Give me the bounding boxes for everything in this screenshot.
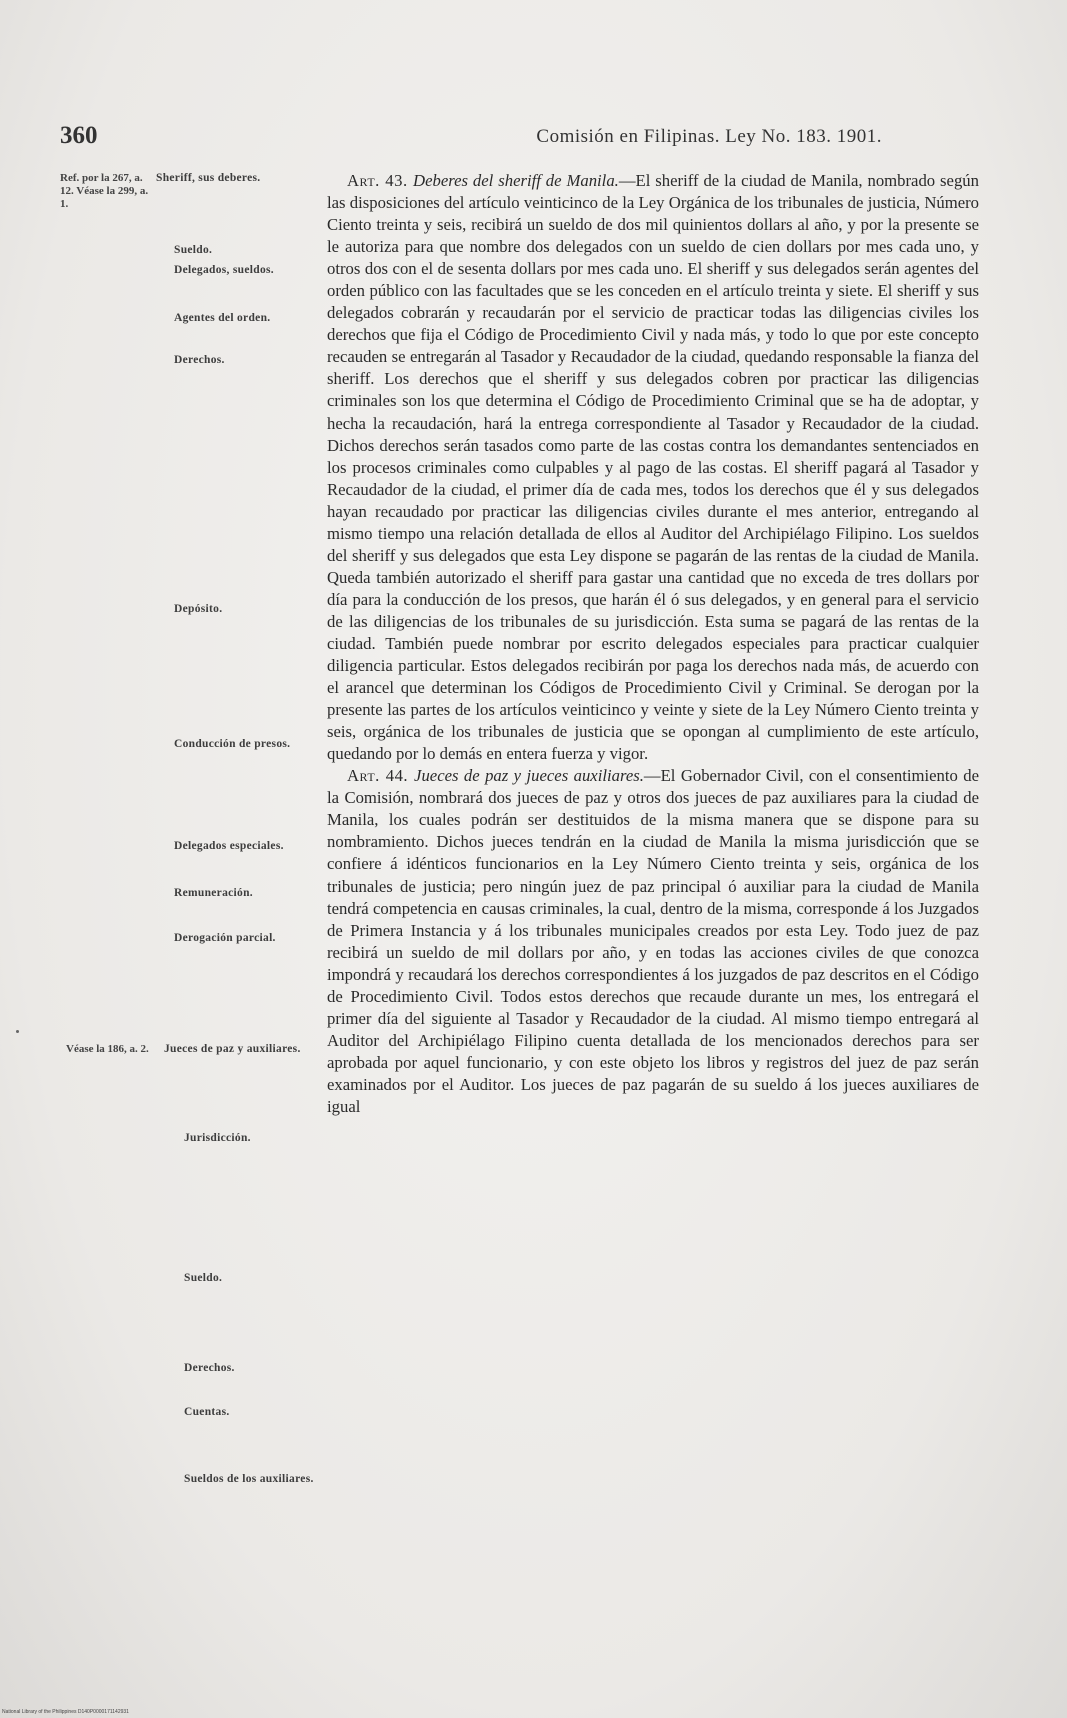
margin-note: Derechos. [174, 354, 225, 366]
margin-note: Delegados especiales. [174, 840, 284, 852]
scan-speck [16, 1030, 19, 1033]
margin-note: Cuentas. [184, 1406, 230, 1418]
article-title: Deberes del sheriff de Manila. [413, 171, 619, 190]
article-label: Art. 43. [347, 171, 414, 190]
article-text: —El Gobernador Civil, con el consentimiento de la Comisión, nombrará dos jueces de paz y otros dos jueces de paz auxiliares para la ciudad de Manila, los cuales podrán ser destituidos de la misma manera que se dispone para su nombramiento. Dichos jueces tendrán en la ciudad de Manila la misma jurisdicción que se confiere á idénticos funcionarios en la Ley Número Ciento treinta y seis, orgánica de los tribunales de justicia; pero ningún juez de paz principal ó auxiliar para la ciudad de Manila tendrá competencia en causas criminales, la cual, dentro de la misma, corresponde á los Juzgados de Primera Instancia y á los tribunales municipales creados por esta Ley. Todo juez de paz recibirá un sueldo de mil dollars por año, y en todas las acciones civiles de que conozca impondrá y recaudará los derechos correspondientes á los juzgados de paz descritos en el Código de Procedimiento Civil. Todos estos derechos que recaude durante un mes, los entregará el primer día del siguiente al Tasador y Recaudador de la ciudad. Al mismo tiempo entregará al Auditor del Archipiélago Filipino cuenta detallada de los mencionados derechos para ser aprobada por aquel funcionario, y con este objeto los libros y registros del juez de paz serán examinados por el Auditor. Los jueces de paz pagarán de su sueldo á los jueces auxiliares de igual [327, 766, 979, 1116]
article-43 [327, 170, 979, 765]
margin-note: Conducción de presos. [174, 738, 291, 750]
article-text: —El sheriff de la ciudad de Manila, nombrado según las disposiciones del artículo veinticinco de la Ley Orgánica de los tribunales de justicia, Número Ciento treinta y seis, recibirá un sueldo de dos mil quinientos dollars al año, y por la presente se le autoriza para que nombre dos delegados con un sueldo de cien dollars por mes cada uno, y otros dos con el de sesenta dollars por mes cada uno. El sheriff y sus delegados serán agentes del orden público con las facultades que se les conceden en el artículo treinta y siete. El sheriff y sus delegados cobrarán y recaudarán por el servicio de practicar todas las diligencias civiles los derechos que fija el Código de Procedimiento Civil y nada más, y todo lo que por este concepto recauden se entregarán al Tasador y Recaudador de la ciudad, quedando responsable la fianza del sheriff. Los derechos que el sheriff y sus delegados cobren por practicar las diligencias criminales son los que determina el Código de Procedimiento Criminal que se ha de adoptar, y hecha la recaudación, hará la entrega correspondiente al Tasador y Recaudador de la ciudad. Dichos derechos serán tasados como parte de las costas contra los demandantes sentenciados en los procesos criminales como culpables y al pago de las costas. El sheriff pagará al Tasador y Recaudador de la ciudad, el primer día de cada mes, todos los derechos que él y sus delegados hayan recaudado por practicar las diligencias civiles durante el mes anterior, entregando al mismo tiempo una relación detallada de ellos al Auditor del Archipiélago Filipino. Los sueldos del sheriff y sus delegados que esta Ley dispone se pagarán de las rentas de la ciudad de Manila. Queda también autorizado el sheriff para gastar una cantidad que no exceda de tres dollars por día para la conducción de los presos, que harán él ó sus delegados, y en general para el servicio de las diligencias de los tribunales de su jurisdicción. Esta suma se pagará de las rentas de la ciudad. También puede nombrar por escrito delegados especiales para practicar cualquier diligencia particular. Estos delegados recibirán por paga los derechos nada más, de acuerdo con el arancel que determinan los Códigos de Procedimiento Civil y Criminal. Se derogan por la presente las partes de los artículos veinticinco y veinte y siete de la Ley Número Ciento treinta y seis, orgánica de los tribunales de justicia que se opongan al cumplimiento de este artículo, quedando por lo demás en entera fuerza y vigor. [327, 171, 979, 764]
margin-note: Agentes del orden. [174, 312, 271, 324]
cross-reference: Véase la 186, a. 2. [66, 1043, 149, 1055]
margin-note: Depósito. [174, 603, 223, 615]
article-44 [327, 765, 979, 1118]
article-label: Art. 44. [347, 766, 415, 786]
page-number: 360 [60, 122, 98, 149]
page-header [60, 122, 882, 152]
cross-reference: Ref. por la 267, a. 12. Véase la 299, a. 1. [60, 172, 149, 210]
margin-note: Jueces de paz y auxiliares. [164, 1043, 301, 1055]
article-title: Jueces de paz y jueces auxiliares. [414, 766, 644, 786]
margin-note: Sheriff, sus deberes. [156, 172, 261, 184]
margin-note: Delegados, sueldos. [174, 264, 274, 276]
margin-note: Sueldo. [174, 244, 213, 256]
margin-note: Derechos. [184, 1362, 235, 1374]
margin-note: Sueldos de los auxiliares. [184, 1473, 314, 1485]
scan-footer: National Library of the Philippines D140P0000171142931 [2, 1709, 129, 1715]
margin-note: Jurisdicción. [184, 1132, 251, 1144]
margin-note: Sueldo. [184, 1272, 223, 1284]
main-text [327, 170, 979, 1118]
running-title: Comisión en Filipinas. Ley No. 183. 1901. [536, 126, 882, 147]
margin-note: Remuneración. [174, 887, 253, 899]
margin-note: Derogación parcial. [174, 932, 276, 944]
